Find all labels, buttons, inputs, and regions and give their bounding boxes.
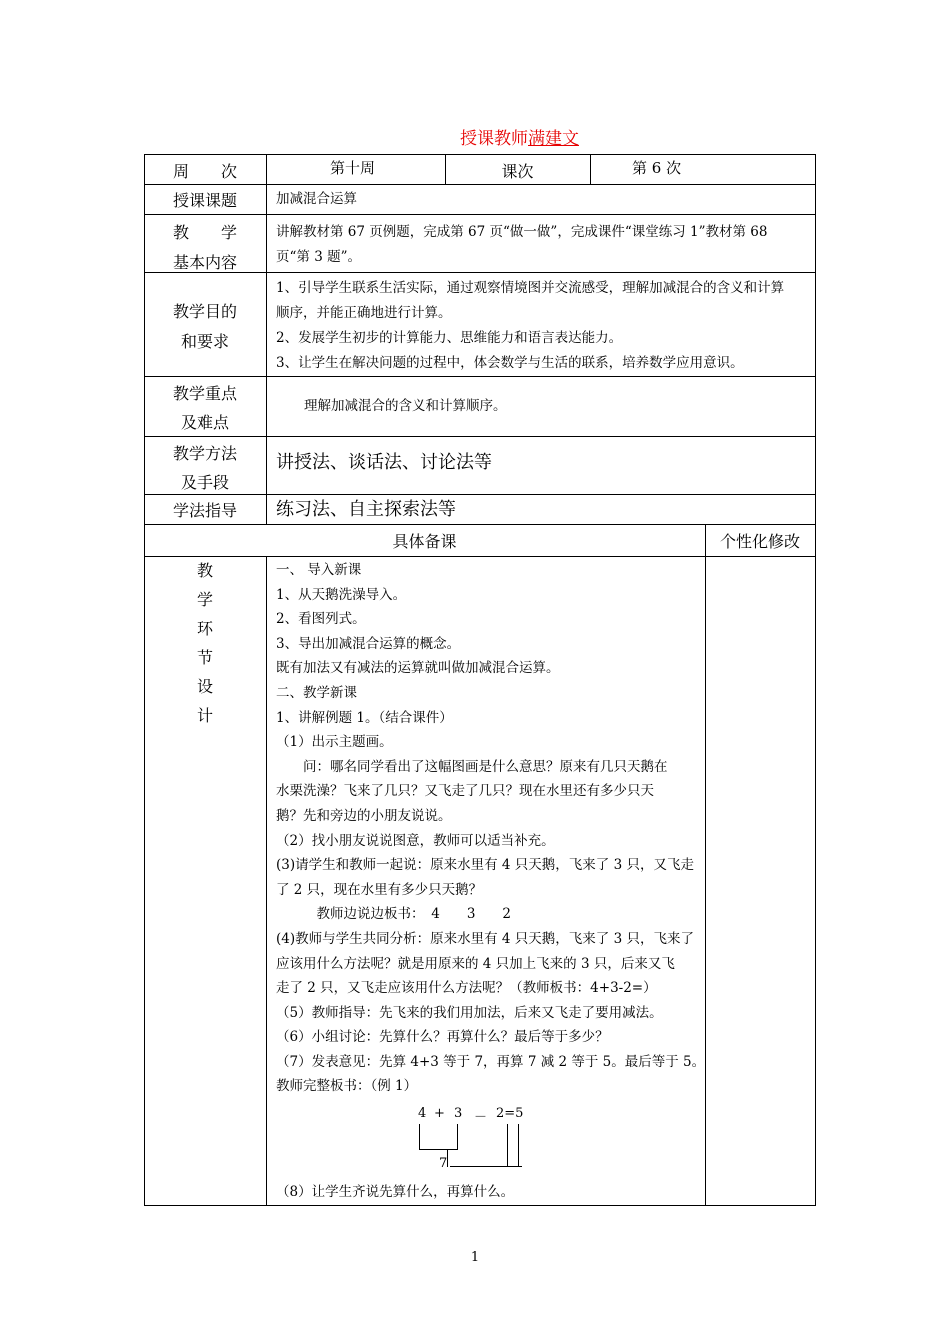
content-line-1: 讲解教材第 67 页例题，完成第 67 页“做一做”，完成课件“课堂练习 1”教材第 68 — [276, 224, 768, 240]
design-label-char: 环 — [196, 619, 213, 638]
content-text — [276, 220, 767, 270]
design-line: 教师边说边板书： 4 3 2 — [276, 906, 512, 923]
design-line: 二、教学新课 — [276, 684, 357, 701]
method-label — [144, 439, 266, 497]
design-line: 应该用什么方法呢？就是用原来的 4 只加上飞来的 3 只，后来又飞 — [276, 955, 675, 972]
plan-header-right: 个性化修改 — [719, 532, 800, 551]
teacher-header — [460, 124, 585, 149]
design-line: （5）教师指导：先飞来的我们用加法，后来又飞走了要用减法。 — [276, 1004, 663, 1021]
study-label: 学法指导 — [172, 501, 237, 520]
goals-text — [276, 276, 784, 376]
goals-label — [144, 297, 266, 357]
design-line: 问：哪名同学看出了这幅图画是什么意思？原来有几只天鹅在 — [276, 758, 668, 775]
design-line: 1、讲解例题 1。（结合课件） — [276, 709, 453, 726]
topic-value: 加减混合运算 — [276, 191, 357, 207]
design-line: 3、导出加减混合运算的概念。 — [276, 635, 461, 652]
design-line: (4)教师与学生共同分析：原来水里有 4 只天鹅，飞来了 3 只，飞来了 — [276, 930, 694, 947]
design-line: (3)请学生和教师一起说：原来水里有 4 只天鹅，飞来了 3 只，又飞走 — [276, 857, 694, 874]
plan-header-left: 具体备课 — [392, 532, 457, 551]
equation-op2: － — [474, 1110, 488, 1125]
design-line: 既有加法又有减法的运算就叫做加减混合运算。 — [276, 660, 560, 677]
design-line: 1、从天鹅洗澡导入。 — [276, 586, 407, 603]
bracket2-bottom — [450, 1166, 522, 1167]
design-final-line: （8）让学生齐说先算什么，再算什么。 — [276, 1184, 515, 1200]
equation-n2: 3 — [454, 1106, 463, 1121]
equation-tail: 2=5 — [496, 1106, 524, 1121]
study-value: 练习法、自主探索法等 — [276, 499, 456, 520]
goals-line: 3、让学生在解决问题的过程中，体会数学与生活的联系，培养数学应用意识。 — [276, 355, 744, 371]
design-line: 一、 导入新课 — [276, 562, 362, 578]
bracket-right-leg — [457, 1124, 458, 1150]
method-value: 讲授法、谈话法、讨论法等 — [276, 452, 492, 473]
teacher-label: 授课教师 — [460, 129, 528, 149]
content-label-line2: 基本内容 — [172, 253, 237, 272]
design-line: （6）小组讨论：先算什么？再算什么？最后等于多少？ — [276, 1029, 609, 1046]
design-label-char: 设 — [196, 677, 213, 696]
design-final — [276, 1180, 704, 1205]
bracket-left-leg — [419, 1124, 420, 1150]
bracket-bottom — [419, 1149, 458, 1150]
week-label: 周 次 — [172, 162, 237, 181]
focus-value: 理解加减混合的含义和计算顺序。 — [304, 398, 507, 414]
design-line: 了 2 只，现在水里有多少只天鹅？ — [276, 881, 483, 898]
design-line: 2、看图列式。 — [276, 611, 366, 628]
design-label-char: 教 — [196, 561, 213, 580]
equation-op1: + — [434, 1106, 445, 1121]
method-label-line2: 及手段 — [180, 473, 229, 492]
goals-line: 顺序，并能正确地进行计算。 — [276, 305, 452, 321]
week-value: 第十周 — [330, 159, 376, 177]
goals-label-line2: 和要求 — [180, 332, 229, 351]
lesson-count-value: 第 6 次 — [632, 159, 682, 177]
content-label — [144, 218, 266, 278]
method-label-line1: 教学方法 — [172, 444, 237, 463]
bracket2-right-leg — [518, 1124, 519, 1166]
goals-line: 2、发展学生初步的计算能力、思维能力和语言表达能力。 — [276, 330, 623, 346]
content-label-line1: 教 学 — [172, 223, 237, 242]
design-line: 水栗洗澡？飞来了几只？又飞走了几只？现在水里还有多少只天 — [276, 783, 654, 800]
design-line: 走了 2 只，又飞走应该用什么方法呢？（教师板书：4+3-2=） — [276, 980, 657, 997]
bracket2-left-leg — [507, 1124, 508, 1166]
goals-line: 1、引导学生联系生活实际，通过观察情境图并交流感受，理解加减混合的含义和计算 — [276, 280, 785, 296]
design-line: （2）找小朋友说说图意，教师可以适当补充。 — [276, 832, 555, 849]
page-number: 1 — [470, 1250, 480, 1265]
design-line: 教师完整板书：（例 1） — [276, 1078, 418, 1095]
content-line-2: 页“第 3 题”。 — [276, 249, 361, 265]
equation-n1: 4 — [418, 1106, 427, 1121]
design-line: 鹅？先和旁边的小朋友说说。 — [276, 807, 452, 824]
lesson-count-label: 课次 — [501, 162, 534, 181]
equation-diagram — [410, 1106, 540, 1176]
goals-label-line1: 教学目的 — [172, 302, 237, 321]
design-body — [276, 558, 704, 1099]
design-label — [144, 556, 266, 730]
equation-partial-result: 7 — [439, 1156, 448, 1171]
focus-label-line2: 及难点 — [180, 413, 229, 432]
design-label-char: 学 — [196, 590, 213, 609]
focus-label — [144, 379, 266, 437]
design-label-char: 节 — [196, 648, 213, 667]
design-line: （1）出示主题画。 — [276, 734, 393, 751]
topic-label: 授课课题 — [172, 191, 237, 210]
teacher-name: 满建文 — [528, 129, 579, 149]
focus-label-line1: 教学重点 — [172, 384, 237, 403]
design-label-char: 计 — [196, 706, 213, 725]
design-line: （7）发表意见：先算 4+3 等于 7，再算 7 减 2 等于 5。最后等于 5。 — [276, 1053, 706, 1070]
